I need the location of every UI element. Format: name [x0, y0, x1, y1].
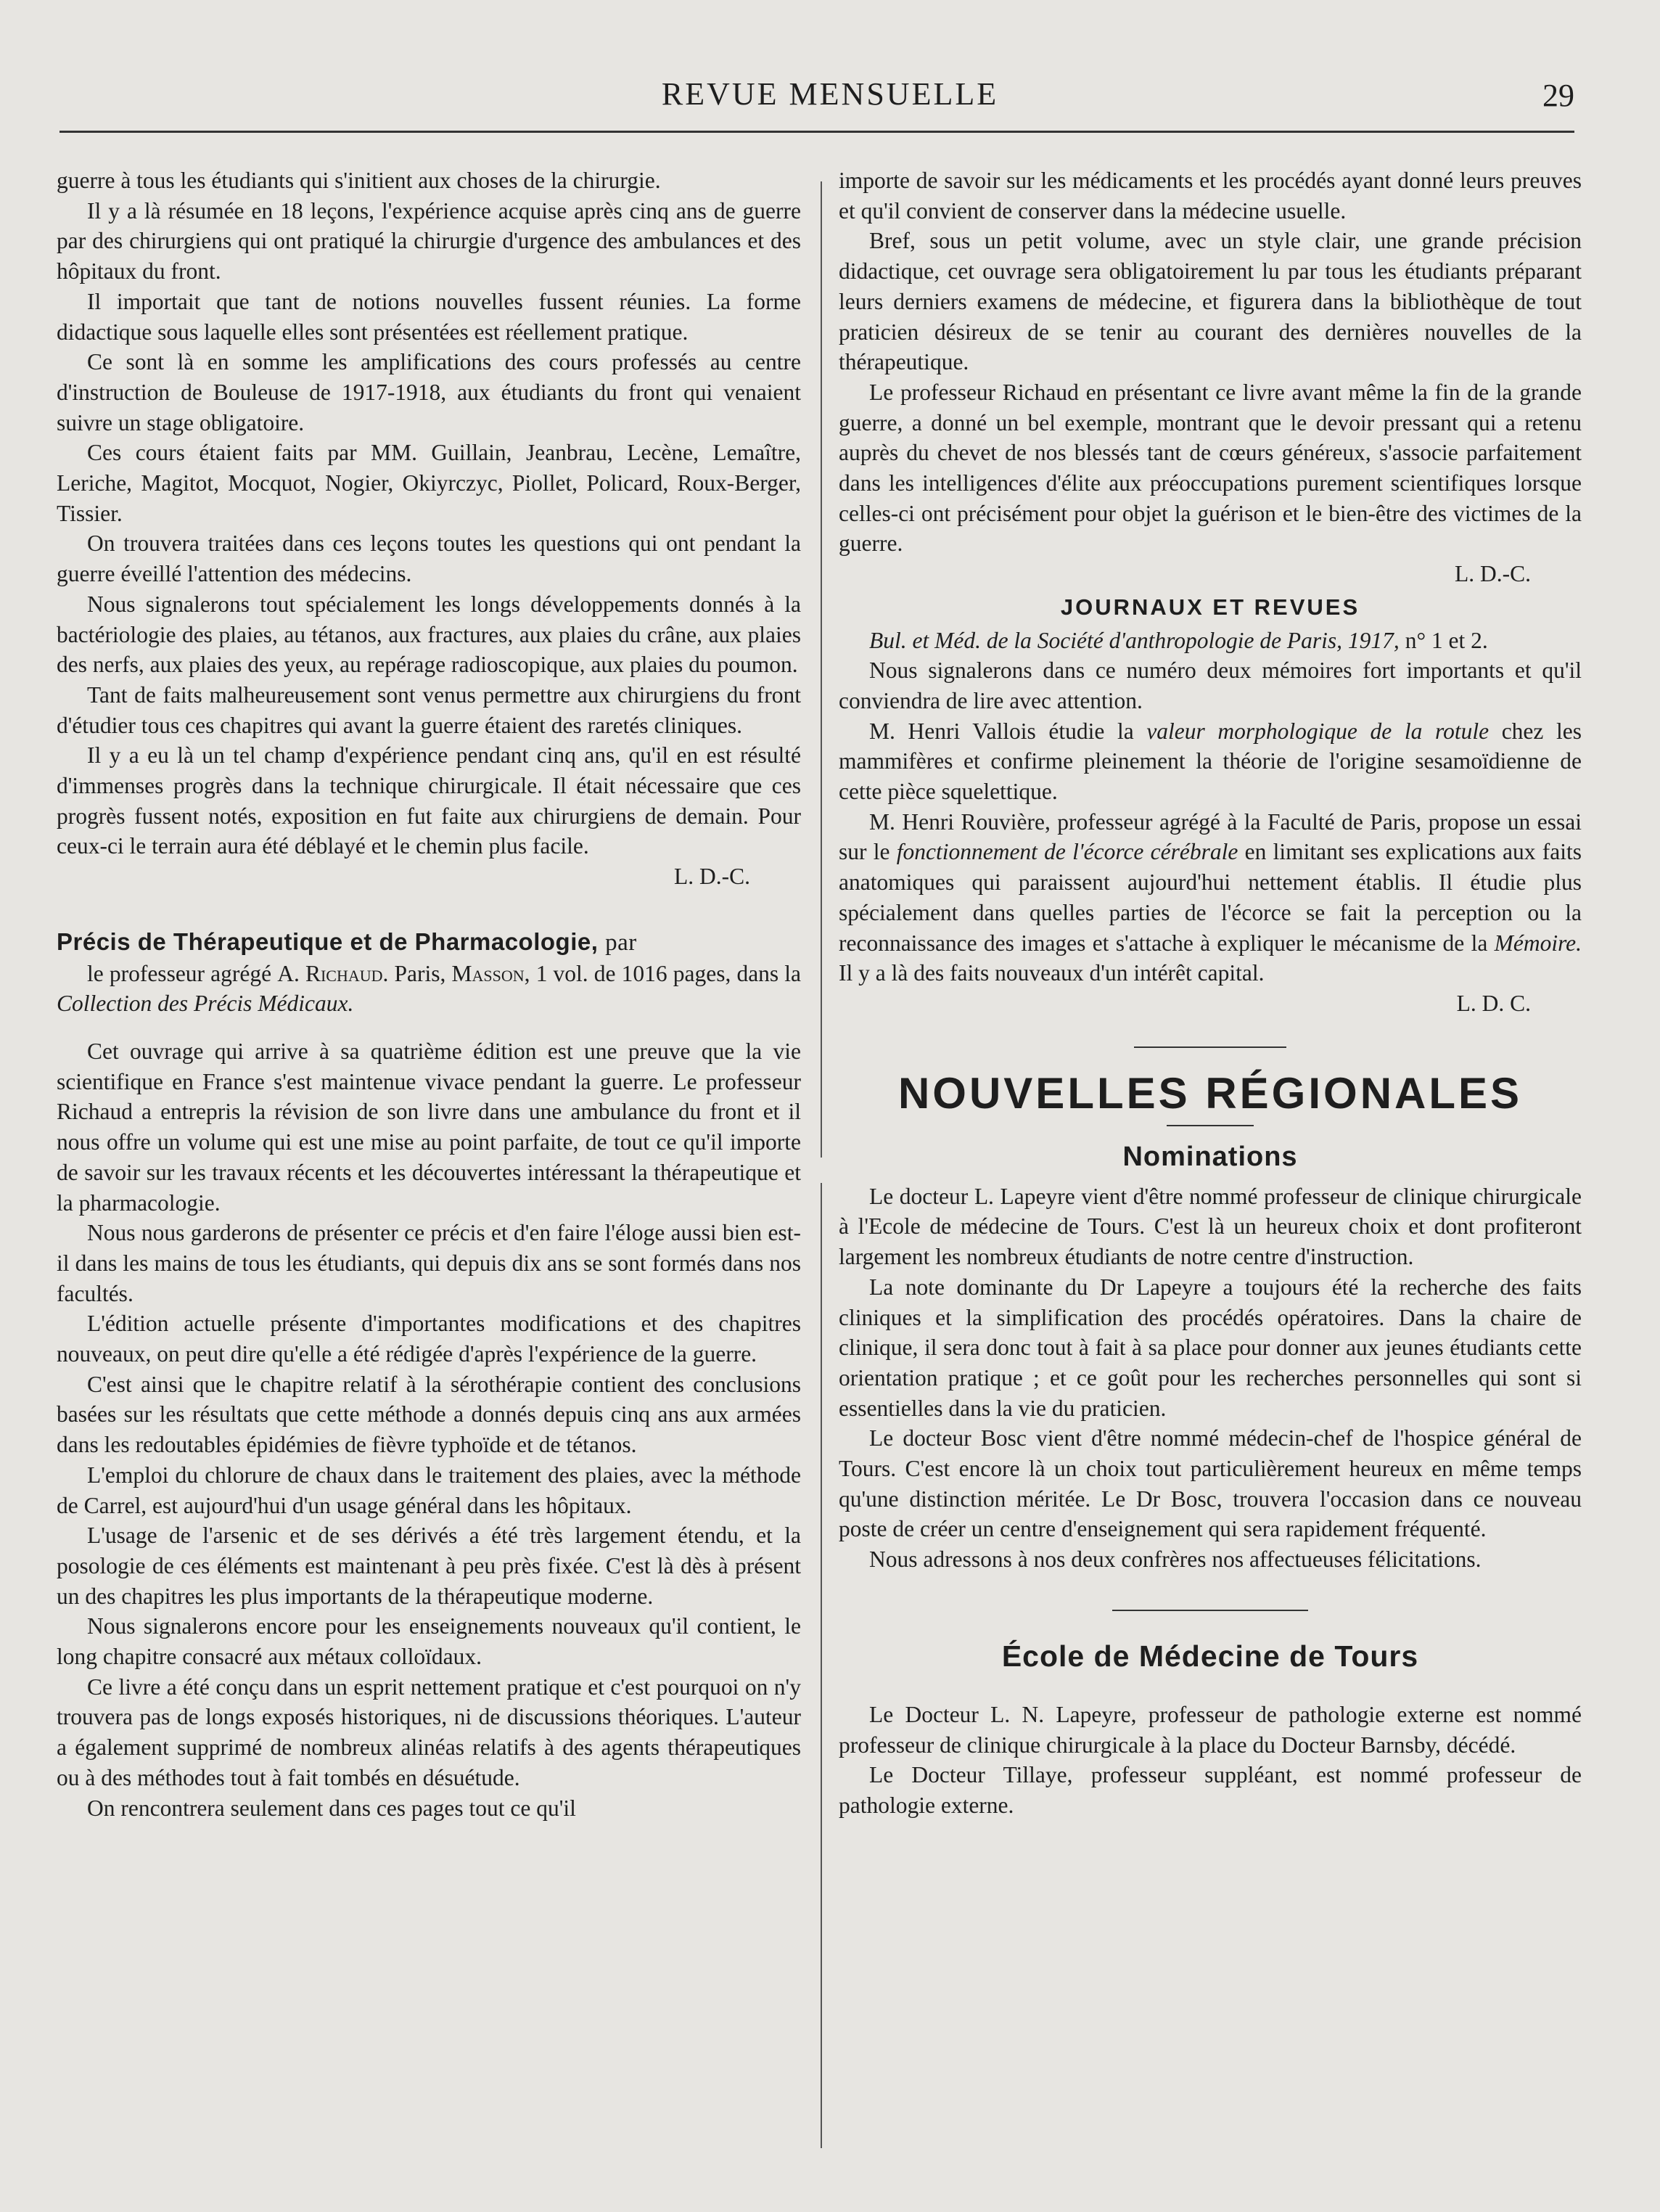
paragraph-vallois — [839, 716, 1582, 807]
book-title-line — [57, 927, 801, 959]
paragraph: Cet ouvrage qui arrive à sa quatrième édition est une preuve que la vie scientifique en France s'est maintenue vivace pendant la guerre. Le professeur Richaud a entrepris la révision de son livre dans une ambulance du front et il nous offre un volume qui est une mise au point parfaite, de tout ce qu'il importe de savoir sur les travaux récents et les découvertes intéressant la thérapeutique et la pharmacologie. — [57, 1038, 801, 1216]
column-divider-lower — [821, 1183, 822, 2148]
text-run: chez les mammifères et confirme pleinement la théorie de l'origine sesamoïdienne de cette pièce squelettique. — [839, 718, 1582, 805]
paragraph: On trouvera traitées dans ces leçons toutes les questions qui ont pendant la guerre éveillé l'attention des médecins. — [57, 531, 801, 587]
signature: L. D. C. — [1456, 990, 1531, 1016]
vallois-topic: valeur morphologique de la rotule — [1146, 718, 1490, 744]
paragraph: Tant de faits malheureusement sont venus permettre aux chirurgiens du front d'étudier tous ces chapitres qui avant la guerre étaient des raretés cliniques. — [57, 681, 801, 738]
header-rule — [59, 131, 1574, 133]
paragraph: Le docteur L. Lapeyre vient d'être nommé professeur de clinique chirurgicale à l'Ecole de médecine de Tours. C'est là un heureux choix et dont profiteront largement les nombreux étudiants de notre centre d'instruction. — [839, 1183, 1582, 1270]
paragraph: Ce sont là en somme les amplifications des cours professés au centre d'instruction de Bouleuse de 1917-1918, aux étudiants du front qui venaient suivre un stage obligatoire. — [57, 349, 801, 435]
book-collection: Collection des Précis Médicaux. — [57, 991, 354, 1017]
paragraph: Nous adressons à nos deux confrères nos affectueuses félicitations. — [869, 1547, 1482, 1573]
citation-issue: n° 1 et 2. — [1405, 627, 1488, 653]
nominations-heading: Nominations — [1122, 1141, 1298, 1172]
paragraph: L'usage de l'arsenic et de ses dérivés a été très largement étendu, et la posologie de ces éléments est maintenant à peu près fixée. C'est là dès à présent un des chapitres les plus importants de la thérapeutique moderne. — [57, 1523, 801, 1609]
book-meta-3: 1 vol. de 1016 pages, dans la — [535, 960, 802, 986]
paragraph: Bref, sous un petit volume, avec un style clair, une grande précision didactique, cet ouvrage sera obligatoirement lu par tous les étudiants préparant leurs derniers examens de médecine, et figurera dans la bibliothèque de tout praticien désireux de se tenir au courant des dernières nouvelles de la thérapeutique. — [839, 228, 1582, 375]
heading-rule — [1167, 1125, 1254, 1126]
paragraph: Le professeur Richaud en présentant ce livre avant même la fin de la grande guerre, a donné un bel exemple, montrant que le devoir pressant qui a retenu auprès du chevet de nos blessés tant de cœurs généreux, s'associe parfaitement dans les intelligences d'élite aux préoccupations purement scientifiques lorsque celles-ci ont précisément pour objet la guérison et le bien-être des victimes de la guerre. — [839, 379, 1582, 557]
journals-heading: JOURNAUX ET REVUES — [1060, 594, 1360, 620]
book-meta-1: le professeur agrégé — [87, 960, 272, 986]
paragraph: L'emploi du chlorure de chaux dans le traitement des plaies, avec la méthode de Carrel, est aujourd'hui d'un usage général dans les hôpitaux. — [57, 1462, 801, 1518]
signature: L. D.-C. — [674, 864, 750, 890]
paragraph: Ce livre a été conçu dans un esprit nettement pratique et c'est pourquoi on n'y trouvera pas de longs exposés historiques, ni de discussions théoriques. L'auteur a également supprimé de nombreux alinéas relatifs à des agents thérapeutiques ou à des méthodes tout à fait tombés en désuétude. — [57, 1674, 801, 1790]
book-title-by: par — [605, 929, 637, 956]
running-title: REVUE MENSUELLE — [661, 76, 999, 112]
citation-title: Bul. et Méd. de la Société d'anthropologie de Paris, 1917, — [869, 627, 1400, 653]
book-publisher: Masson, — [451, 960, 530, 986]
paragraph: Le Docteur L. N. Lapeyre, professeur de pathologie externe est nommé professeur de clinique chirurgicale à la place du Docteur Barnsby, décédé. — [839, 1701, 1582, 1758]
paragraph: guerre à tous les étudiants qui s'initient aux choses de la chirurgie. — [57, 168, 661, 193]
right-column — [839, 165, 1582, 1821]
page-number: 29 — [1542, 78, 1574, 113]
text-run: M. Henri Vallois étudie la — [869, 718, 1134, 744]
text-run: Il y a là des faits nouveaux d'un intérêt capital. — [839, 960, 1265, 986]
page-header — [0, 75, 1660, 119]
paragraph: Nous signalerons dans ce numéro deux mémoires fort importants et qu'il conviendra de lire avec attention. — [839, 658, 1582, 713]
section-rule — [1134, 1046, 1286, 1048]
paragraph: Il y a eu là un tel champ d'expérience pendant cinq ans, qu'il en est résulté d'immenses progrès dans la technique chirurgicale. Il était nécessaire que ces progrès fussent notés, exposition en fut faite aux chirurgiens de demain. Pour ceux-ci le terrain aura été déblayé et le chemin plus facile. — [57, 742, 801, 859]
paragraph: L'édition actuelle présente d'importantes modifications et des chapitres nouveaux, on peut dire qu'elle a été rédigée d'après l'expérience de la guerre. — [57, 1311, 801, 1367]
book-title: Précis de Thérapeutique et de Pharmacologie, — [57, 927, 599, 955]
paragraph: Le docteur Bosc vient d'être nommé médecin-chef de l'hospice général de Tours. C'est encore là un choix tout particulièrement heureux en même temps qu'une distinction méritée. Le Dr Bosc, trouvera l'occasion dans ce nouveau poste de créer un centre d'enseignement qui sera rapidement fréquenté. — [839, 1425, 1582, 1542]
signature: L. D.-C. — [1455, 561, 1531, 587]
ecole-heading: École de Médecine de Tours — [1001, 1639, 1419, 1673]
journal-citation — [839, 626, 1582, 656]
paragraph: importe de savoir sur les médicaments et les procédés ayant donné leurs preuves et qu'il convient de conserver dans la médecine usuelle. — [839, 168, 1582, 224]
text-run: en limitant ses explications aux faits anatomiques qui paraissent aujourd'hui nettement établis. Il étudie plus spécialement dans quelles parties de l'écorce se fait la perception ou la reconnaissance des images et s'attache à expliquer le mécanisme de la — [839, 839, 1582, 956]
paragraph: Il importait que tant de notions nouvelles fussent réunies. La forme didactique sous laquelle elles sont présentées est réellement pratique. — [57, 288, 801, 345]
paragraph: Le Docteur Tillaye, professeur suppléant, est nommé professeur de pathologie externe. — [839, 1762, 1582, 1818]
paragraph: La note dominante du Dr Lapeyre a toujours été la recherche des faits cliniques et la simplification des procédés opératoires. Dans la chaire de clinique, il sera donc tout à fait à sa place pour donner aux jeunes étudiants cette orientation pratique ; et ce goût pour les recherches personnelles qui sont si essentielles dans la vie du praticien. — [839, 1274, 1582, 1421]
paragraph: Nous nous garderons de présenter ce précis et d'en faire l'éloge aussi bien est-il dans les mains de tous les étudiants, qui depuis dix ans se sont formés dans nos facultés. — [57, 1220, 801, 1306]
section-rule — [1112, 1610, 1308, 1611]
book-author: A. Richaud. — [277, 960, 389, 986]
paragraph-rouviere — [839, 807, 1582, 988]
paragraph: Ces cours étaient faits par MM. Guillain, Jeanbrau, Lecène, Lemaître, Leriche, Magitot, Mocquot, Nogier, Okiyrczyc, Piollet, Policard, Roux-Berger, Tissier. — [57, 440, 801, 526]
text-run: M. Henri Rouvière, professeur agrégé à la Faculté de Paris, propose un essai sur le — [839, 808, 1582, 865]
left-column — [57, 165, 801, 1823]
paragraph: Il y a là résumée en 18 leçons, l'expérience acquise après cinq ans de guerre par des chirurgiens qui ont pratiqué la chirurgie d'urgence des ambulances et des hôpitaux du front. — [57, 197, 801, 284]
nouvelles-regionales-heading: NOUVELLES RÉGIONALES — [897, 1068, 1523, 1118]
book-meta-2: Paris, — [394, 960, 446, 986]
column-divider — [821, 181, 822, 1158]
paragraph: Nous signalerons tout spécialement les longs développements donnés à la bactériologie des plaies, au tétanos, aux fractures, aux plaies du crâne, aux plaies des nerfs, aux plaies des yeux, au repérage radioscopique, aux plaies du poumon. — [57, 591, 801, 678]
book-meta — [57, 959, 801, 1019]
rouviere-topic: fonctionnement de l'écorce cérébrale — [896, 839, 1238, 865]
rouviere-topic-2: Mémoire. — [1494, 930, 1582, 956]
paragraph: On rencontrera seulement dans ces pages tout ce qu'il — [87, 1795, 576, 1821]
paragraph: Nous signalerons encore pour les enseignements nouveaux qu'il contient, le long chapitre consacré aux métaux colloïdaux. — [57, 1613, 801, 1670]
paragraph: C'est ainsi que le chapitre relatif à la sérothérapie contient des conclusions basées sur les résultats que cette méthode a donnés depuis cinq ans aux armées dans les redoutables épidémies de fièvre typhoïde et de tétanos. — [57, 1371, 801, 1458]
